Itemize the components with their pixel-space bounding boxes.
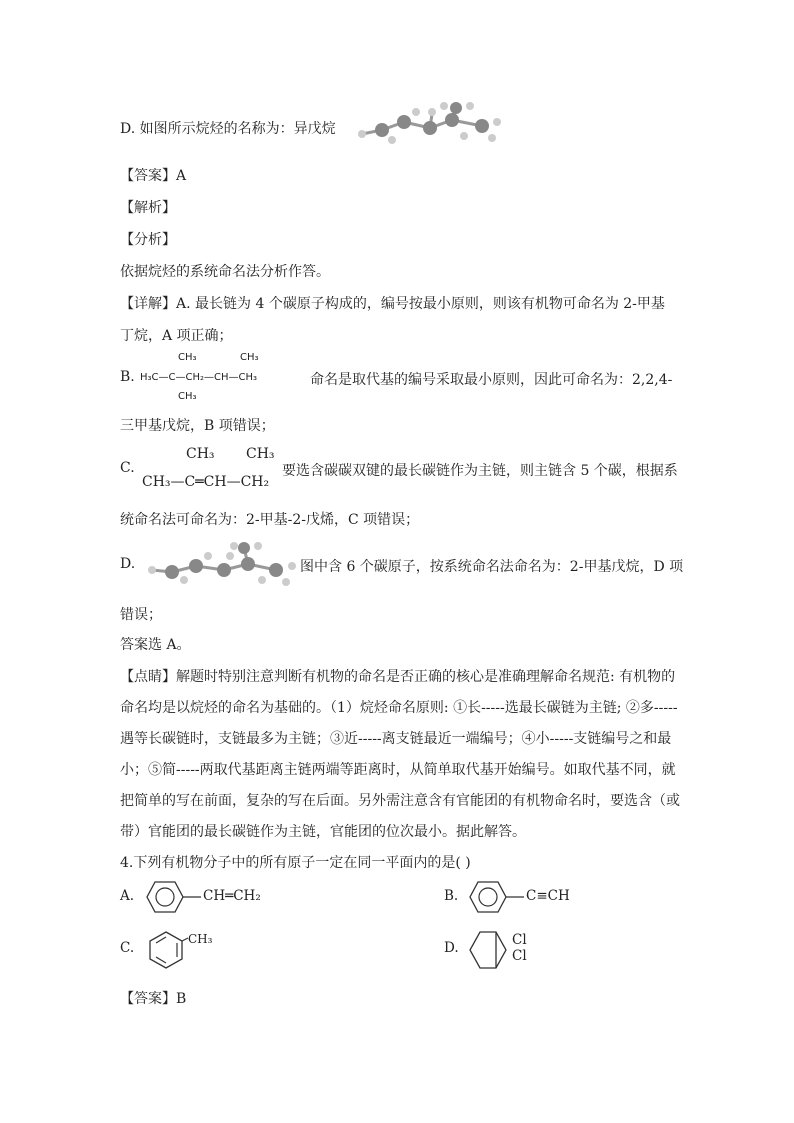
dianjing-line-2: 命名均是以烷烃的命名为基础的。（1）烷烃命名原则: ①长-----选最长碳链为主链; ②多----- xyxy=(120,700,678,716)
structural-formula-c xyxy=(142,446,282,494)
c-text-1: 要选含碳碳双键的最长碳链作为主链，则主链含 5 个碳，根据系 xyxy=(282,463,678,479)
benzene-ring-icon xyxy=(466,880,526,914)
option-a-group: CH═CH₂ xyxy=(203,888,261,904)
b-text-1: 命名是取代基的编号采取最小原则，因此可命名为：2,2,4- xyxy=(310,372,673,388)
option-d-cl-2: Cl xyxy=(512,948,527,964)
dianjing-line-4: 小；⑤简-----两取代基距离主链两端等距离时，从简单取代基开始编号。如取代基不同，就 xyxy=(120,762,676,778)
d-text-1: 图中含 6 个碳原子，按系统命名法命名为：2-甲基戊烷，D 项 xyxy=(300,559,684,575)
answer-2: 【答案】B xyxy=(120,991,187,1007)
benzene-ring-icon xyxy=(143,880,203,914)
question-4: 4.下列有机物分子中的所有原子一定在同一平面内的是( ) xyxy=(120,855,471,871)
c-top-ch3-2: CH₃ xyxy=(246,446,275,462)
b-top-ch3-1: CH₃ xyxy=(178,352,197,363)
dianjing-line-1: 【点睛】解题时特别注意判断有机物的命名是否正确的核心是准确理解命名规范: 有机物的 xyxy=(120,669,676,685)
b-text-2: 三甲基戊烷，B 项错误； xyxy=(120,418,275,434)
xiangjie-a-line1: 【详解】A. 最长链为 4 个碳原子构成的，编号按最小原则，则该有机物可命名为 2-甲基 xyxy=(120,296,665,312)
b-main-chain: H₃C—C—CH₂—CH—CH₃ xyxy=(140,372,258,383)
option-d-line xyxy=(120,118,336,138)
c-label: C. xyxy=(120,460,135,476)
dianjing-line-5: 把简单的写在前面，复杂的写在后面。另外需注意含有官能团的有机物命名时，要选含（或 xyxy=(120,793,680,809)
structural-formula-b xyxy=(140,352,300,404)
cyclohexane-ring-icon xyxy=(466,928,510,974)
jiexi-heading: 【解析】 xyxy=(120,200,176,216)
option-c-group: CH₃ xyxy=(188,932,213,946)
option-a-label: A. xyxy=(120,888,135,904)
d-text-2: 错误； xyxy=(120,607,162,623)
option-d-text: D. 如图所示烷烃的名称为：异戊烷 xyxy=(120,121,336,137)
c-main-chain: CH₃—C═CH—CH₂ xyxy=(142,474,270,490)
dianjing-line-6: 带）官能团的最长碳链作为主链，官能团的位次最小。据此解答。 xyxy=(120,824,526,840)
option-d-label: D. xyxy=(444,940,459,956)
b-top-ch3-2: CH₃ xyxy=(240,352,259,363)
xiangjie-a-line2: 丁烷，A 项正确； xyxy=(120,328,233,344)
ball-stick-model-image-2 xyxy=(144,540,298,586)
c-top-ch3-1: CH₃ xyxy=(186,446,215,462)
dianjing-line-3: 遇等长碳链时，支链最多为主链；③近-----离支链最近一端编号；④小-----支链编号之和最 xyxy=(120,731,672,747)
d-label: D. xyxy=(120,556,136,572)
option-b-group: C≡CH xyxy=(526,888,570,904)
fenxi-heading: 【分析】 xyxy=(120,232,176,248)
option-b-label: B. xyxy=(444,888,459,904)
fenxi-text: 依据烷烃的系统命名法分析作答。 xyxy=(120,264,330,280)
answer-select: 答案选 A。 xyxy=(120,637,191,653)
c-text-2: 统命名法可命名为：2-甲基-2-戊烯，C 项错误； xyxy=(120,512,420,528)
b-label: B. xyxy=(120,369,135,385)
option-d-cl-1: Cl xyxy=(512,932,527,948)
ball-stick-model-image xyxy=(352,100,504,146)
answer-1: 【答案】A xyxy=(120,168,187,184)
option-c-label: C. xyxy=(120,940,135,956)
b-bottom-ch3: CH₃ xyxy=(178,391,197,402)
benzene-ring-icon xyxy=(144,928,188,974)
